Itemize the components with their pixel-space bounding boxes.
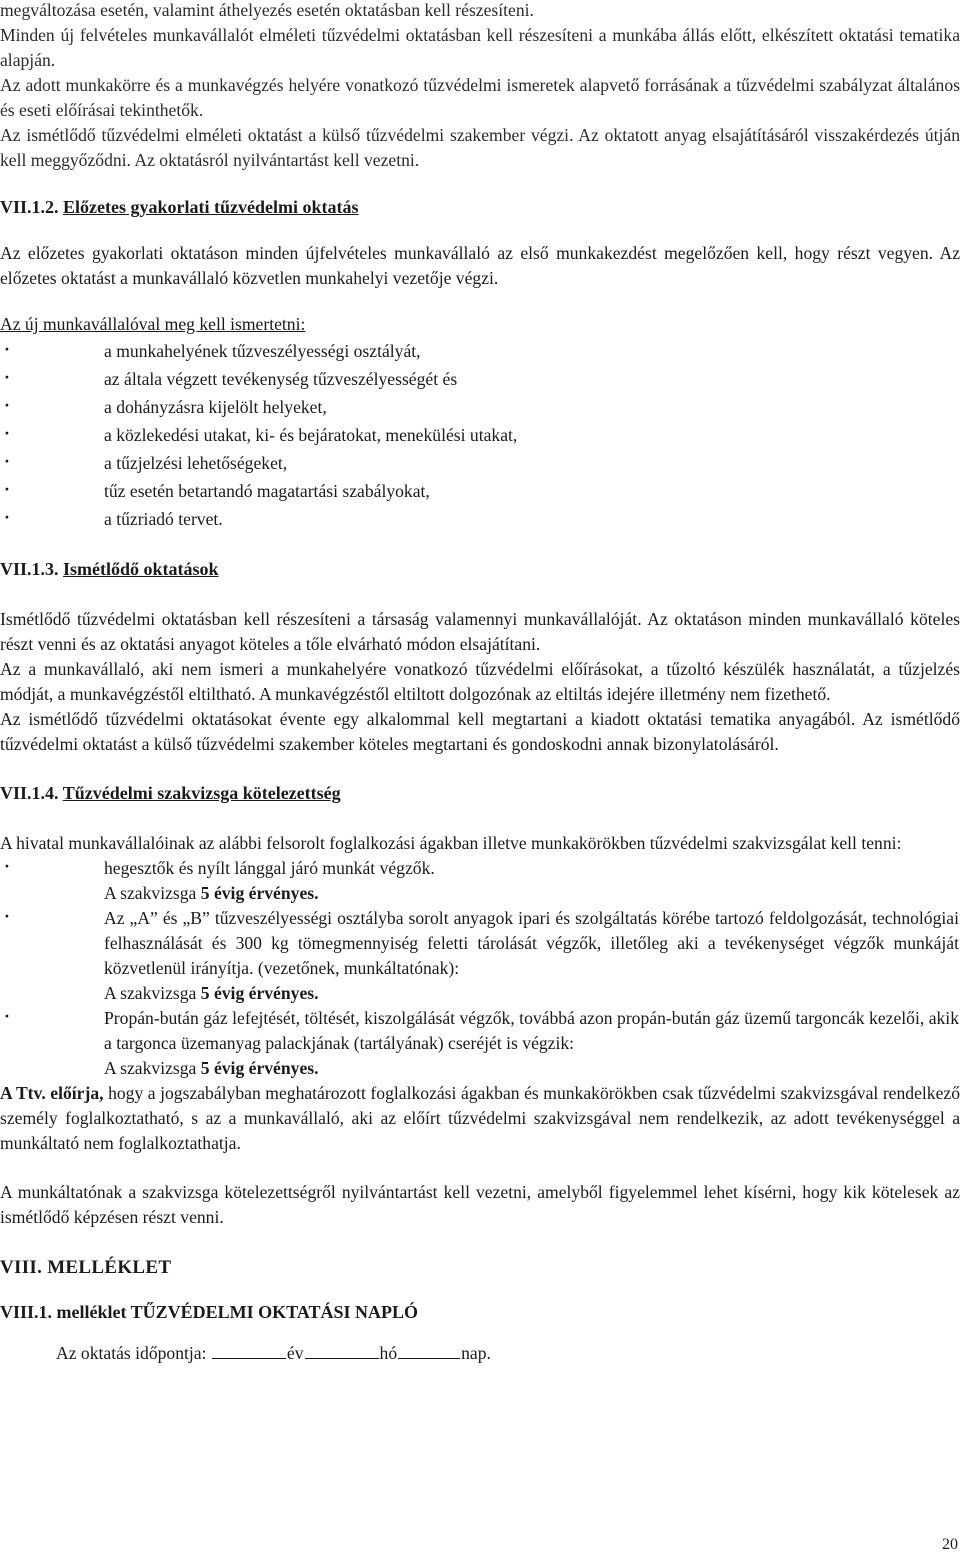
intro-paragraph-1: Minden új felvételes munkavállalót elméleti tűzvédelmi oktatásban kell részesíteni a munkába állás előtt, elkészített oktatási tematika alapján. (0, 25, 960, 70)
section-number: VII.1.2. (0, 197, 59, 217)
section-paragraph: Ismétlődő tűzvédelmi oktatásban kell részesíteni a társaság valamennyi munkavállalóját. Az oktatáson minden munkavállaló köteles részt venni és az oktatási anyagot köteles a tőle elvárható módon elsajátítani. (0, 609, 960, 654)
day-blank (398, 1341, 460, 1359)
list-item: · a tűzjelzési lehetőségeket, (0, 449, 960, 477)
annex-heading: VIII.1. melléklet TŰZVÉDELMI OKTATÁSI NAPLÓ (0, 1302, 419, 1322)
validity-note: A szakvizsga 5 évig érvényes. (104, 883, 319, 903)
year-blank (212, 1341, 286, 1359)
list-item: · a közlekedési utakat, ki- és bejáratokat, menekülési utakat, (0, 421, 960, 449)
list-title: Az új munkavállalóval meg kell ismertetni: (0, 314, 306, 334)
page-number: 20 (942, 1536, 958, 1553)
section-paragraph: A munkáltatónak a szakvizsga kötelezettségről nyilvántartást kell vezetni, amelyből figyelemmel lehet kísérni, hogy kik kötelesek az ismétlődő képzésen részt venni. (0, 1182, 960, 1227)
list-item (0, 906, 960, 1006)
list-item: · tűz esetén betartandó magatartási szabályokat, (0, 477, 960, 505)
exam-required-list (0, 856, 960, 1081)
section-paragraph: A Ttv. előírja, hogy a jogszabályban meghatározott foglalkozási ágakban és munkakörökben csak tűzvédelmi szakvizsgával rendelkező személy foglalkoztatható, s az a munkavállaló, aki az előírt tűzvédelmi szakvizsgával nem rendelkezik, az adott tevékenységgel a munkáltató nem foglalkoztathatja. (0, 1083, 960, 1153)
section-number: VII.1.3. (0, 559, 59, 579)
intro-line: megváltozása esetén, valamint áthelyezés esetén oktatásban kell részesíteni. (0, 0, 534, 20)
intro-paragraph-2: Az adott munkakörre és a munkavégzés helyére vonatkozó tűzvédelmi ismeretek alapvető forrásának a tűzvédelmi szabályzat általános és eseti előírásai tekinthetők. (0, 75, 960, 120)
list-item: · a dohányzásra kijelölt helyeket, (0, 393, 960, 421)
day-label: nap. (461, 1343, 491, 1363)
section-title: Tűzvédelmi szakvizsga kötelezettség (62, 783, 341, 803)
list-item-text: hegesztők és nyílt lánggal járó munkát végzők. (104, 858, 435, 878)
section-paragraph: A hivatal munkavállalóinak az alábbi felsorolt foglalkozási ágakban illetve munkakörökben tűzvédelmi szakvizsgálat kell tenni: (0, 833, 902, 853)
training-date-line (0, 1341, 960, 1366)
month-blank (305, 1341, 379, 1359)
section-paragraph: Az ismétlődő tűzvédelmi oktatásokat évente egy alkalommal kell megtartani a kiadott oktatási tematika anyagából. Az ismétlődő tűzvédelmi oktatást a külső tűzvédelmi szakember köteles megtartani és gondoskodni annak bizonylatolásáról. (0, 709, 960, 754)
year-label: év (286, 1343, 304, 1363)
section-heading-vii-1-3 (0, 557, 960, 582)
section-heading-vii-1-4 (0, 781, 960, 806)
introduction-topics-list (0, 337, 960, 533)
section-title: Ismétlődő oktatások (63, 559, 219, 579)
list-item (0, 856, 960, 906)
list-item (0, 1006, 960, 1081)
section-title: Előzetes gyakorlati tűzvédelmi oktatás (63, 197, 359, 217)
chapter-heading: VIII. MELLÉKLET (0, 1257, 172, 1278)
validity-note: A szakvizsga 5 évig érvényes. (104, 983, 319, 1003)
section-paragraph: Az előzetes gyakorlati oktatáson minden újfelvételes munkavállaló az első munkakezdést megelőzően kell, hogy részt vegyen. Az előzetes oktatást a munkavállaló közvetlen munkahelyi vezetője végzi. (0, 243, 960, 288)
list-item-text: Propán-bután gáz lefejtését, töltését, kiszolgálását végzők, továbbá azon propán-bután gáz üzemű targoncák kezelői, akik a targonca üzemanyag palackjának (tartályának) cseréjét is végzik: (104, 1008, 959, 1053)
list-item: · az általa végzett tevékenység tűzveszélyességét és (0, 365, 960, 393)
list-item-text: Az „A” és „B” tűzveszélyességi osztályba sorolt anyagok ipari és szolgáltatás körébe tartozó feldolgozását, technológiai felhasználását és 300 kg tömegmennyiség feletti tárolását végzők, illetőleg aki a tevékenységet végzők munkáját közvetlenül irányítja. (vezetőnek, munkáltatónak): (104, 908, 959, 978)
list-item: · a tűzriadó tervet. (0, 505, 960, 533)
list-item: · a munkahelyének tűzveszélyességi osztályát, (0, 337, 960, 365)
date-label: Az oktatás időpontja: (56, 1343, 207, 1363)
section-number: VII.1.4. (0, 783, 59, 803)
validity-note: A szakvizsga 5 évig érvényes. (104, 1058, 319, 1078)
month-label: hó (379, 1343, 398, 1363)
section-paragraph: Az a munkavállaló, aki nem ismeri a munkahelyére vonatkozó tűzvédelmi előírásokat, a tűzoltó készülék használatát, a tűzjelzés módját, a munkavégzéstől eltiltható. A munkavégzéstől eltiltott dolgozónak az eltiltás idejére illetmény nem fizethető. (0, 659, 960, 704)
section-heading-vii-1-2 (0, 195, 960, 220)
intro-paragraph-3: Az ismétlődő tűzvédelmi elméleti oktatást a külső tűzvédelmi szakember végzi. Az oktatott anyag elsajátításáról visszakérdezés útján kell meggyőződni. Az oktatásról nyilvántartást kell vezetni. (0, 125, 960, 170)
